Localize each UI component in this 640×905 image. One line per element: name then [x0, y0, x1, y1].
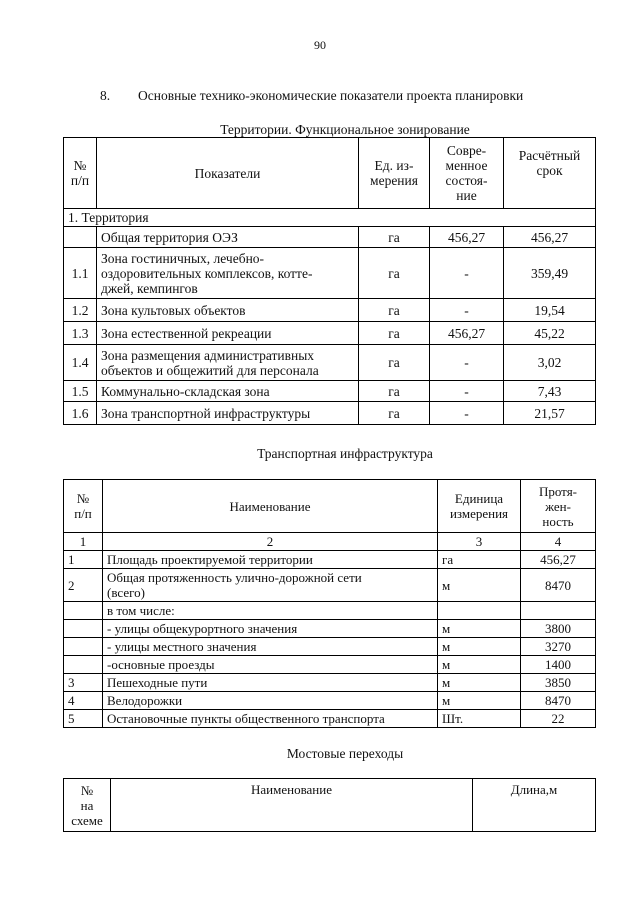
header-name: Наименование: [111, 779, 473, 832]
header-estimated: Расчётный срок: [504, 138, 596, 209]
table-row: Общая территория ОЭЗ га 456,27 456,27: [64, 227, 596, 248]
table-row: 1.5 Коммунально-складская зона га - 7,43: [64, 381, 596, 402]
page-number: 90: [314, 38, 326, 52]
table-row: 3 Пешеходные пути м 3850: [64, 674, 596, 692]
zoning-table: [63, 137, 596, 425]
transport-table: [63, 479, 596, 728]
section-title-text: Основные технико-экономические показатели проекта планировки: [138, 88, 524, 103]
table-row: - улицы общекурортного значения м 3800: [64, 620, 596, 638]
table-row: 1.4 Зона размещения административных объектов и общежитий для персонала га - 3,02: [64, 345, 596, 381]
table-row: 4 Велодорожки м 8470: [64, 692, 596, 710]
table1-caption: Территории. Функциональное зонирование: [220, 122, 470, 137]
table-row: 5 Остановочные пункты общественного транспорта Шт. 22: [64, 710, 596, 728]
header-num: № на схеме: [64, 779, 111, 832]
group-title: 1. Территория: [64, 209, 596, 227]
table-row: в том числе:: [64, 602, 596, 620]
table-row: 1.1 Зона гостиничных, лечебно- оздоровительных комплексов, котте- джей, кемпингов га - 359,49: [64, 248, 596, 299]
header-length: Длина,м: [473, 779, 596, 832]
header-num: № п/п: [64, 138, 97, 209]
header-current: Совре- менное состоя- ние: [430, 138, 504, 209]
table2-caption: Транспортная инфраструктура: [257, 446, 433, 461]
table-row: 1.3 Зона естественной рекреации га 456,27 45,22: [64, 322, 596, 345]
section-title: [100, 88, 580, 104]
index-row: 1 2 3 4: [64, 533, 596, 551]
table-row: - улицы местного значения м 3270: [64, 638, 596, 656]
table-row: 1.2 Зона культовых объектов га - 19,54: [64, 299, 596, 322]
section-number: 8.: [100, 88, 111, 103]
table-row: -основные проезды м 1400: [64, 656, 596, 674]
table-row: 2 Общая протяженность улично-дорожной сети (всего) м 8470: [64, 569, 596, 602]
header-name: Наименование: [103, 480, 438, 533]
table3-caption: Мостовые переходы: [286, 746, 404, 761]
header-num: № п/п: [64, 480, 103, 533]
header-length: Протя- жен- ность: [521, 480, 596, 533]
header-unit: Единица измерения: [438, 480, 521, 533]
header-indicator: Показатели: [97, 138, 359, 209]
table-row: 1.6 Зона транспортной инфраструктуры га - 21,57: [64, 402, 596, 425]
bridges-table: [63, 778, 596, 832]
header-unit: Ед. из- мерения: [359, 138, 430, 209]
table-row: 1 Площадь проектируемой территории га 456,27: [64, 551, 596, 569]
